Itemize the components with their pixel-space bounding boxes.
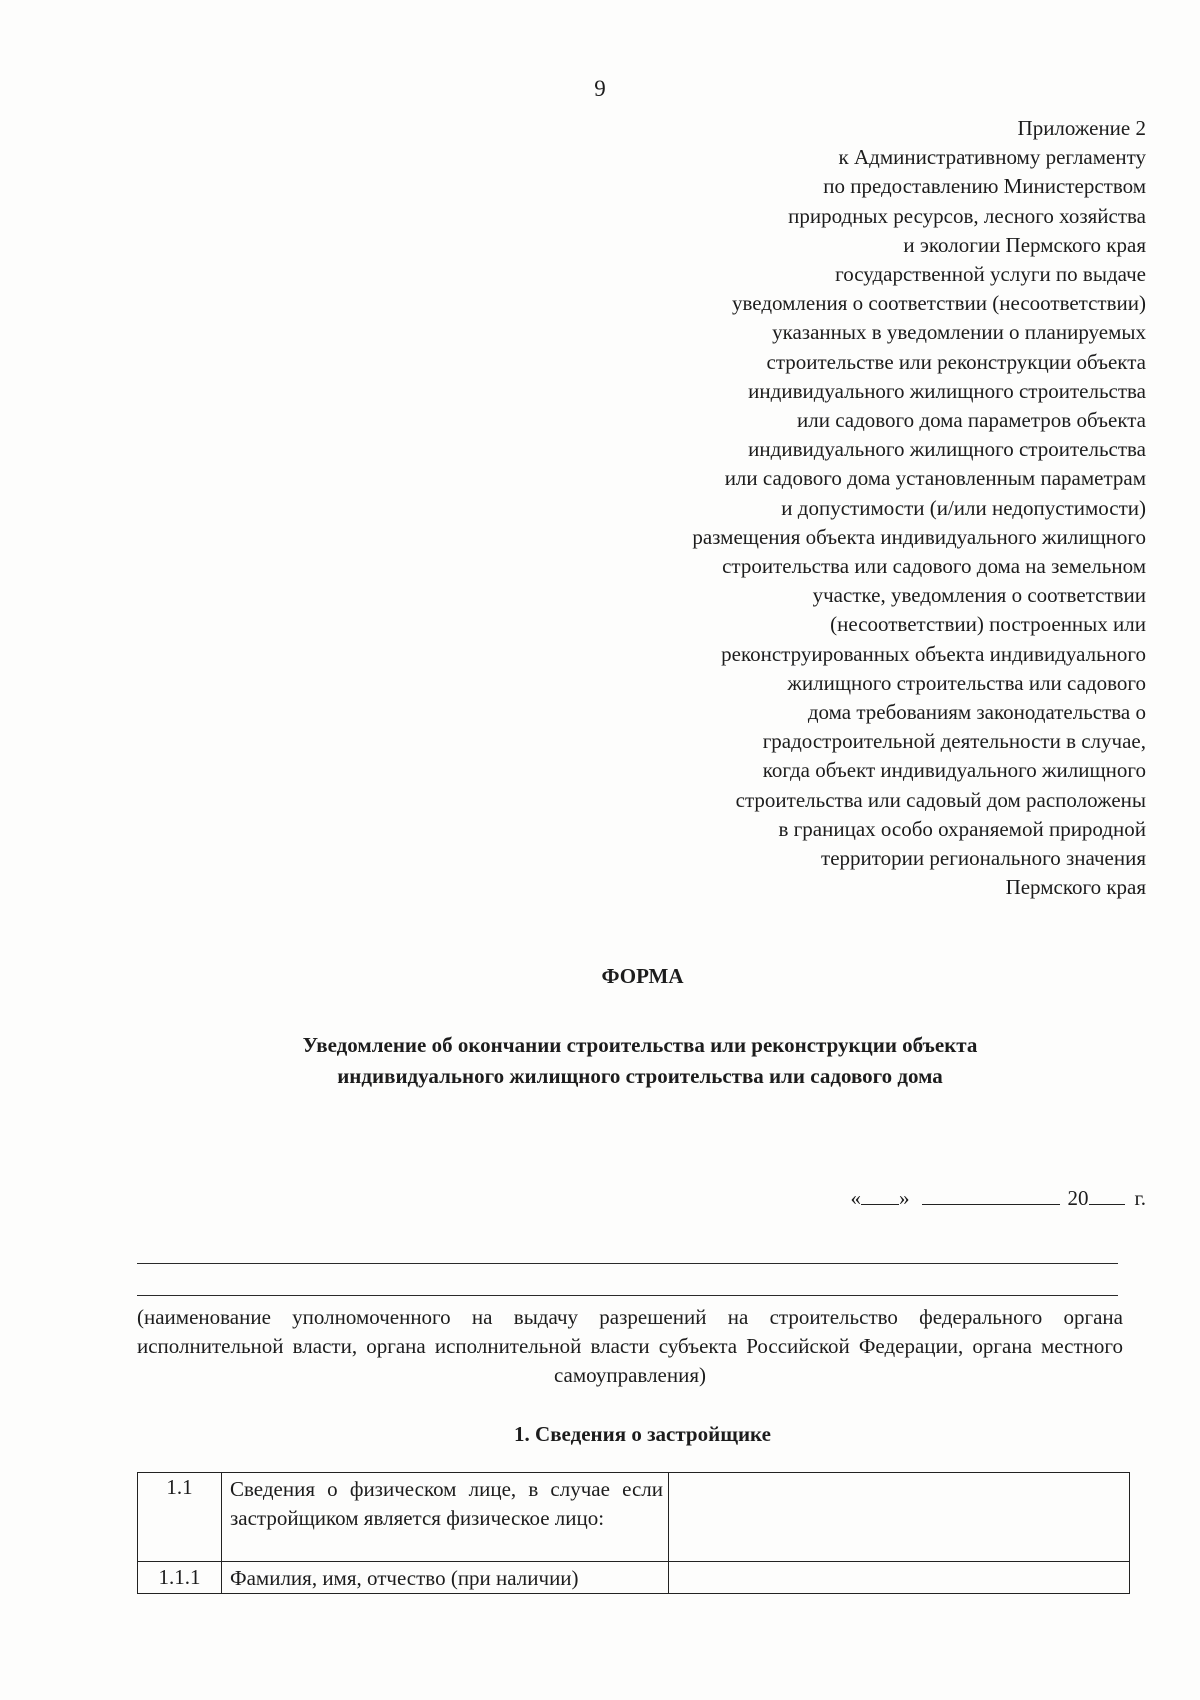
- appendix-line: и экологии Пермского края: [903, 232, 1146, 257]
- date-year-blank[interactable]: [1089, 1184, 1125, 1205]
- appendix-line: или садового дома установленным параметрам: [724, 466, 1146, 491]
- row-value-cell[interactable]: [669, 1562, 1130, 1594]
- appendix-line: индивидуального жилищного строительства: [748, 437, 1146, 462]
- authority-caption: (наименование уполномоченного на выдачу разрешений на строительство федерального органа исполнительной власти, органа исполнительной власти субъекта Российской Федерации, органа местного самоуправления): [137, 1305, 1123, 1387]
- appendix-line: территории регионального значения: [821, 846, 1146, 871]
- form-label: ФОРМА: [601, 964, 684, 988]
- row-description: Фамилия, имя, отчество (при наличии): [222, 1562, 669, 1594]
- appendix-line: и допустимости (и/или недопустимости): [781, 495, 1146, 520]
- appendix-line: к Административному регламенту: [838, 145, 1146, 170]
- date-year-prefix: 20: [1067, 1186, 1089, 1210]
- authority-fill-line[interactable]: [137, 1295, 1118, 1296]
- appendix-line: градостроительной деятельности в случае,: [762, 729, 1146, 754]
- table-row: [138, 1562, 1130, 1594]
- row-number: 1.1.1: [138, 1562, 222, 1594]
- appendix-line: участке, уведомления о соответствии: [812, 583, 1146, 608]
- appendix-header: [586, 114, 1146, 902]
- appendix-line: дома требованиям законодательства о: [807, 700, 1146, 725]
- appendix-line: государственной услуги по выдаче: [835, 262, 1146, 287]
- date-line: [851, 1184, 1147, 1211]
- appendix-line: строительства или садовый дом расположены: [735, 787, 1146, 812]
- row-number: 1.1: [138, 1473, 222, 1562]
- table-row: [138, 1473, 1130, 1562]
- authority-fill-line[interactable]: [137, 1263, 1118, 1264]
- appendix-line: жилищного строительства или садового: [787, 670, 1146, 695]
- row-value-cell[interactable]: [669, 1473, 1130, 1562]
- date-month-blank[interactable]: [922, 1184, 1060, 1205]
- document-title: [140, 1030, 1140, 1092]
- date-day-blank[interactable]: [861, 1184, 899, 1205]
- appendix-line: Приложение 2: [1017, 116, 1146, 140]
- document-title-line: Уведомление об окончании строительства или реконструкции объекта: [302, 1033, 978, 1057]
- date-close-quote: »: [899, 1186, 910, 1210]
- date-open-quote: «: [850, 1186, 861, 1210]
- appendix-line: реконструированных объекта индивидуального: [721, 641, 1146, 666]
- appendix-line: в границах особо охраняемой природной: [778, 816, 1146, 841]
- appendix-line: по предоставлению Министерством: [823, 174, 1146, 199]
- appendix-line: строительстве или реконструкции объекта: [766, 349, 1146, 374]
- appendix-line: размещения объекта индивидуального жилищного: [692, 524, 1146, 549]
- section-heading: 1. Сведения о застройщике: [514, 1422, 771, 1446]
- appendix-line: когда объект индивидуального жилищного: [762, 758, 1146, 783]
- developer-info-table: [137, 1472, 1130, 1594]
- appendix-line: Пермского края: [1005, 875, 1146, 900]
- appendix-line: природных ресурсов, лесного хозяйства: [788, 203, 1146, 228]
- appendix-line: указанных в уведомлении о планируемых: [772, 320, 1146, 345]
- appendix-line: строительства или садового дома на земельном: [722, 554, 1146, 579]
- document-title-line: индивидуального жилищного строительства или садового дома: [337, 1064, 943, 1088]
- appendix-line: индивидуального жилищного строительства: [748, 378, 1146, 403]
- appendix-line: или садового дома параметров объекта: [796, 408, 1146, 433]
- appendix-line: (несоответствии) построенных или: [830, 612, 1146, 637]
- row-description: Сведения о физическом лице, в случае если застройщиком является физическое лицо:: [222, 1473, 669, 1562]
- page-number: 9: [594, 76, 606, 101]
- date-year-suffix: г.: [1134, 1186, 1146, 1210]
- appendix-line: уведомления о соответствии (несоответствии): [732, 291, 1146, 316]
